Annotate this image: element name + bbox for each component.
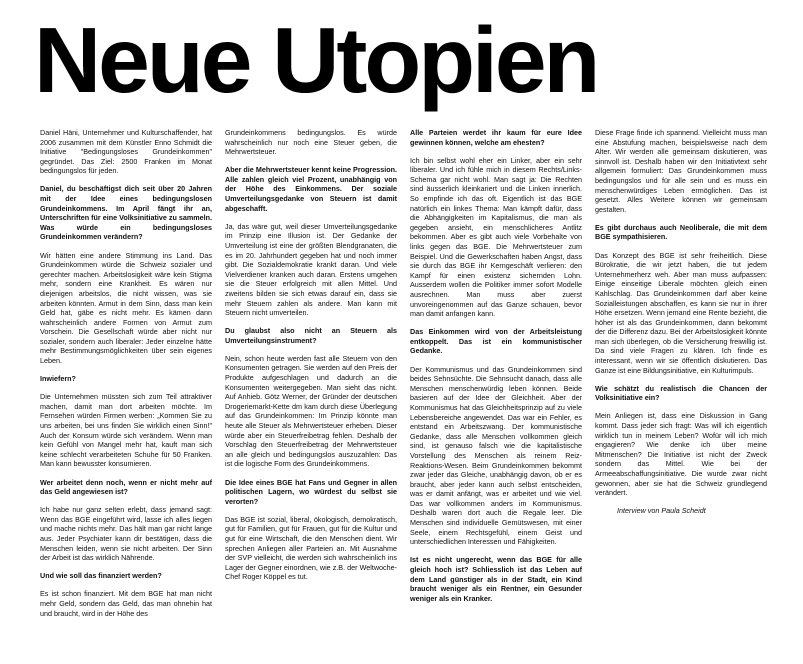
text-column-3 bbox=[410, 128, 582, 612]
text-column-2 bbox=[225, 128, 397, 590]
answer-paragraph: Ja, das wäre gut, weil dieser Umverteilungsgedanke im Prinzip eine Illusion ist. Der Gedanke der Umverteilung ist eine der größten Blendgranaten, die es im 20. Jahrhundert gegeben hat und noch immer gibt. Die Sozialdemokratie krankt daran. Und viele Vielverdiener kranken auch daran. Erstens umgehen sie die Steuer erfolgreich mit allen Mittel. Und zweitens bilden sie sich etwas darauf ein, dass sie mehr Steuern zahlen als andere. Man kann mit Steuern nicht umverteilen. bbox=[225, 221, 397, 318]
interview-question: Und wie soll das finanziert werden? bbox=[40, 571, 162, 581]
answer-paragraph: Daniel Häni, Unternehmer und Kulturschaffender, hat 2006 zusammen mit dem Künstler Enno Schmidt die Initiative "Bedingungsloses Grundeinkommen" gegründet. Das Ziel: 2500 Franken im Monat bedingungslos für jeden. bbox=[40, 128, 212, 176]
interview-question: Wer arbeitet denn noch, wenn er nicht mehr auf das Geld angewiesen ist? bbox=[40, 477, 212, 497]
byline: Interview von Paula Scheidt bbox=[617, 506, 706, 516]
answer-paragraph: Ich habe nur ganz selten erlebt, dass jemand sagt: Wenn das BGE eingeführt wird, lasse ich alles liegen und mache nichts mehr. Das hält man gar nicht lange aus. Jeder Psychiater kann dir bestätigen, dass die Menschen leiden, wenn sie nicht arbeiten. Der Sinn der Arbeit ist das wirklich Nährende. bbox=[40, 505, 212, 563]
interview-question: Du glaubst also nicht an Steuern als Umverteilungsinstrument? bbox=[225, 326, 397, 345]
answer-paragraph: Das Konzept des BGE ist sehr freiheitlich. Diese Bürokratie, die wir jetzt haben, die tut jedem Unternehmerherz weh. Aber man muss aufpassen: Einige einseitige Liberale möchten gleich einen Kahlschlag. Das Grundeinkommen darf aber keine Sozialleistungen abschaffen, es kann sie nur in ihrer Höhe ersetzen. Wenn jemand eine Rente bezieht, die höher ist als das Grundeinkommen, dann bekommt der die Differenz dazu. Bei der Arbeitslosigkeit könnte man sich überlegen, ob die Versicherung freiwillig ist. Da sind viele Fragen zu klären. Ich finde es interessant, wenn wir sie öffentlich diskutieren. Das Ganze ist eine Bildungsinitiative, ein Kulturimpuls. bbox=[595, 250, 767, 375]
interview-question: Es gibt durchaus auch Neoliberale, die mit dem BGE sympathisieren. bbox=[595, 222, 767, 242]
text-column-1 bbox=[40, 128, 212, 627]
interview-question: Alle Parteien werdet ihr kaum für eure Idee gewinnen können, welche am ehesten? bbox=[410, 128, 582, 147]
answer-paragraph: Das BGE ist sozial, liberal, ökologisch, demokratisch, gut für Familien, gut für Frauen, gut für die Kultur und gut für eine Wirtschaft, die den Menschen dient. Wir sprechen Anliegen aller Parteien an. Mit Ausnahme der SVP vielleicht, die werden sich wahrscheinlich ins Lager der Gegner einordnen, wie z.B. der Weltwoche-Chef Roger Köppel es tut. bbox=[225, 514, 397, 582]
answer-paragraph: Es ist schon finanziert. Mit dem BGE hat man nicht mehr Geld, sondern das Geld, das man ohnehin hat und braucht, wird in der Höhe des bbox=[40, 589, 212, 618]
interview-question: Aber die Mehrwertsteuer kennt keine Progression. Alle zahlen gleich viel Prozent, unabhängig von der Höhe des Einkommens. Der soziale Umverteilungsgedanke von Steuern ist damit abgeschafft. bbox=[225, 165, 397, 213]
interview-question: Ist es nicht ungerecht, wenn das BGE für alle gleich hoch ist? Schliesslich ist das Leben auf dem Land günstiger als in der Stadt, ein Kind braucht weniger als ein Rentner, ein Gesunder weniger als ein Kranker. bbox=[410, 555, 582, 603]
interview-question: Daniel, du beschäftigst dich seit über 20 Jahren mit der Idee eines bedingungslosen Grundeinkommens. Im April fängt ihr an, Unterschriften für eine Volksinitiative zu sammeln. Was würde ein bedingungsloses Grundeinkommen verändern? bbox=[40, 184, 213, 242]
article-title: Neue Utopien bbox=[34, 8, 598, 112]
interview-question: Die Idee eines BGE hat Fans und Gegner in allen politischen Lagern, wo würdest du selbst sie verorten? bbox=[225, 477, 397, 506]
interview-question: Wie schätzt du realistisch die Chancen der Volksinitiative ein? bbox=[595, 383, 767, 403]
text-column-4 bbox=[595, 128, 767, 524]
answer-paragraph: Mein Anliegen ist, dass eine Diskussion in Gang kommt. Dass jeder sich fragt: Was will ich eigentlich wirklich tun in meinem Leben? Wofür will ich mich engagieren? Wie denke ich über meine Mitmenschen? Die Initiative ist nicht der Zweck sondern das Mittel. Wie bei der Armeeabschaffungsinitiative. Die wurde zwar nicht gewonnen, aber sie hat die Schweiz grundlegend verändert. bbox=[595, 411, 767, 498]
answer-paragraph: Ich bin selbst wohl eher ein Linker, aber ein sehr liberaler. Und ich fühle mich in diesem Rechts/Links-Schema gar nicht wohl. Man sagt ja: Die Rechten sind äusserlich kleinkariert und die Linken innerlich. So empfinde ich das oft. Eigentlich ist das BGE natürlich ein linkes Thema: Man kämpft dafür, dass die Abhängigkeiten im Kapitalismus, die man als gegeben ansieht, ein menschlicheres Antlitz bekommen. Aber es gibt auch viele Vorbehalte von links gegen das BGE. Die Mehrwertsteuer zum Beispiel. Und die Gewerkschaften haben Angst, dass sie durch das BGE ihr Kerngeschäft verlieren: den Kampf für einen existenz sichernden Lohn. Ausserdem wollen die Politiker immer sofort Modelle ausrechnen. Man muss aber zuerst unvoreingenommen auf das Ganze schauen, bevor man damit anfangen kann. bbox=[410, 155, 582, 319]
answer-paragraph: Nein, schon heute werden fast alle Steuern von den Konsumenten getragen. Sie werden auf den Preis der Produkte aufgeschlagen und dadurch an die Konsumenten weitergegeben. Man sieht das nicht. Auf Anhieb. Götz Werner, der Gründer der deutschen Drogeriemarkt-Kette dm kam durch diese Überlegung auf das Grundeinkommen: Im Prinzip könnte man heute alle Steuer als Mehrwertsteuer erheben. Dieser würde aber ein Steuerfreibetrag fehlen. Deshalb der Vorschlag den Steuerfreibetrag der Mehrwertsteuer an alle gleich und bedingungslos auszuzahlen: Das ist die logische Form des Grundeinkommens. bbox=[225, 353, 397, 469]
answer-paragraph: Wir hätten eine andere Stimmung ins Land. Das Grundeinkommen würde die Schweiz sozialer und gerechter machen. Arbeitslosigkeit wäre kein Stigma mehr, sondern eine Krankheit. Es wären nur diejenigen arbeitslos, die nicht wissen, was sie arbeiten könnten. Armut in dem Sinn, dass man kein Geld hat, gäbe es nicht mehr. Es kämen dann wahrscheinlich andere Formen von Armut zum Vorschein. Die Gesellschaft würde aber nicht nur sozialer, sondern auch liberaler: Jeder einzelne hätte mehr Bestimmungsmöglichkeiten über sein eigenes Leben. bbox=[40, 250, 212, 366]
answer-paragraph: Die Unternehmen müssten sich zum Teil attraktiver machen, damit man dort arbeiten möchte. Im Fernsehen würden Firmen werben: „Kommen Sie zu uns arbeiten, bei uns finden Sie wirklich einen Sinn!" Auch der Konsum würde sich verändern. Wenn man kein Gefühl von Mangel mehr hat, kauft man sich keine schlecht verarbeiteten Schuhe für 50 Franken. Man kann bewusster konsumieren. bbox=[40, 392, 212, 469]
answer-paragraph: Grundeinkommens bedingungslos. Es würde wahrscheinlich nur noch eine Steuer geben, die Mehrwertsteuer. bbox=[225, 128, 397, 157]
interview-question: Das Einkommen wird von der Arbeitsleistung entkoppelt. Das ist ein kommunistischer Gedanke. bbox=[410, 327, 582, 356]
answer-paragraph: Der Kommunismus und das Grundeinkommen sind beides Sehnsüchte. Die Sehnsucht danach, dass alle Menschen menschenwürdig leben können. Beide basieren auf der Idee der Gleichheit. Aber der Kommunismus hat das Gleichheitsprinzip auf zu viele Lebensbereiche angewendet. Das war ein Fehler, es entstand ein Arbeitszwang. Der kommunistische Gedanke, dass alle Menschen vollkommen gleich sind, ist genauso falsch wie die kapitalistische Vorstellung des Menschen als reinem Reiz-Reaktions-Wesen. Beim Grundeinkommen bekommt zwar jeder das Gleiche, unabhängig davon, ob er es braucht, aber jeder kann auch selbst entscheiden, was er damit anfängt, was er arbeitet und wie viel. Das war vollkommen anders im Kommunismus. Deshalb waren dort auch die Regale leer. Die Menschen sind individuelle Gemütswesen, mit einer Seele, einem Rechtsgefühl, einem Geist und unterschiedlichen Interessen und Fähigkeiten. bbox=[410, 364, 582, 547]
interview-question: Inwiefern? bbox=[40, 374, 76, 384]
answer-paragraph: Diese Frage finde ich spannend. Vielleicht muss man eine Abstufung machen, beispielsweise nach dem Alter. Wir werden alle gemeinsam diskutieren, was sinnvoll ist. Deshalb haben wir den Initiativtext sehr allgemein formuliert: Das Grundeinkommen muss bedingungslos und für alle sein und es muss ein menschenwürdiges Leben ermöglichen. Das ist gesetzt. Alles Weitere können wir gemeinsam gestalten. bbox=[595, 128, 767, 214]
